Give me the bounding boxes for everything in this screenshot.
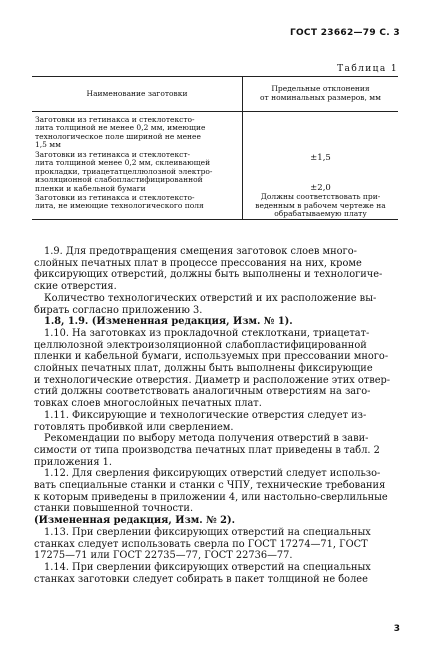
paragraph-line: целлюлозной электроизоляционной слабопластифицированной xyxy=(34,339,367,351)
table-row-1-name xyxy=(35,116,235,150)
table-cell-line: изоляционной слабопластифицированной xyxy=(35,175,203,185)
paragraph-line: станках следует использовать сверла по ГОСТ 17274—71, ГОСТ xyxy=(34,538,368,550)
paragraph-line: Количество технологических отверстий и их расположение вы- xyxy=(44,292,377,304)
paragraph-line: 1.11. Фиксирующие и технологические отверстия следует из- xyxy=(44,409,367,421)
paragraph-line: 1.12. Для сверления фиксирующих отверстий следует использо- xyxy=(44,468,381,480)
table-cell-line: Заготовки из гетинакса и стеклотекст- xyxy=(35,150,191,159)
paragraph-line: 17275—71 или ГОСТ 22735—77, ГОСТ 22736—77. xyxy=(34,550,293,562)
paragraph-line: 1.9. Для предотвращения смещения заготовок слоев много- xyxy=(44,246,357,257)
table-row-3-note-line: Должны соответствовать при- xyxy=(260,192,381,201)
table-header xyxy=(32,77,398,112)
amendment-note: 1.8, 1.9. (Измененная редакция, Изм. № 1). xyxy=(44,316,293,328)
paragraph-line: бирать согласно приложению 3. xyxy=(34,304,203,316)
table-header-col2-line: Предельные отклонения xyxy=(271,84,370,93)
table-header-col2 xyxy=(243,84,398,102)
paragraph-line: 1.10. На заготовках из прокладочной стеклоткани, триацетат- xyxy=(44,327,370,339)
table-cell-line: Заготовки из гетинакса и стеклотексто- xyxy=(35,193,195,202)
paragraph-line: готовлять пробивкой или сверлением. xyxy=(34,421,234,433)
body-text xyxy=(34,246,398,585)
table-row-3-tolerance-value: ±2,0 xyxy=(310,183,331,193)
paragraph-line: стий должны соответствовать аналогичным отверстиям на заго- xyxy=(34,386,371,398)
table-cell-line: лита толщиной не менее 0,2 мм, имеющие xyxy=(35,123,206,133)
table-cell-line: пленки и кабельной бумаги xyxy=(35,183,146,193)
paragraph-line: симости от типа производства печатных плат приведены в табл. 2 xyxy=(34,444,380,456)
paragraph-line: 1.13. При сверлении фиксирующих отверстий на специальных xyxy=(44,526,371,538)
paragraph-line: фиксирующих отверстий, должны быть выполнены и технологиче- xyxy=(34,269,383,281)
table-cell-line: 1,5 мм xyxy=(35,140,61,150)
table-cell-line: лита толщиной менее 0,2 мм, склеивающей xyxy=(35,158,211,168)
amendment-note: (Измененная редакция, Изм. № 2). xyxy=(34,515,235,527)
table-row-3-note-line: веденным в рабочем чертеже на xyxy=(255,200,386,210)
paragraph-line: 1.14. При сверлении фиксирующих отверстий на специальных xyxy=(44,561,371,573)
paragraph-line: ские отверстия. xyxy=(34,281,117,293)
table-cell-line: лита, не имеющие технологического поля xyxy=(35,201,204,211)
table-cell-line: прокладки, триацетатцеллюлозной электро- xyxy=(35,166,213,176)
paragraph-line: слойных печатных плат в процессе прессования на них, кроме xyxy=(34,257,362,269)
table-row-3-note-line: обрабатываемую плату xyxy=(274,209,367,218)
table-row-2-tolerance: ±1,5 xyxy=(310,153,331,163)
paragraph-line: к которым приведены в приложении 4, или настольно-сверлильные xyxy=(34,491,388,503)
table-row-3-name xyxy=(35,194,235,211)
table-cell-line: технологическое поле шириной не менее xyxy=(35,131,201,141)
paragraph-line: приложения 1. xyxy=(34,456,112,468)
paragraph-line: пленки и кабельной бумаги, используемых при прессовании много- xyxy=(34,351,389,363)
paragraph-line: товках слоев многослойных печатных плат. xyxy=(34,398,262,410)
table-caption: Таблица 1 xyxy=(337,64,398,74)
paragraph-line: слойных печатных плат, должны быть выполнены фиксирующие xyxy=(34,363,373,375)
paragraph-line: вать специальные станки и станки с ЧПУ, технические требования xyxy=(34,480,386,492)
table xyxy=(32,76,398,220)
table-header-col1: Наименование заготовки xyxy=(86,89,188,98)
table-header-col2-line: от номинальных размеров, мм xyxy=(260,93,381,102)
table-cell-line: Заготовки из гетинакса и стеклотексто- xyxy=(35,115,195,124)
table-row-2-name xyxy=(35,151,235,193)
document-header: ГОСТ 23662—79 С. 3 xyxy=(289,28,400,38)
paragraph-line: станки повышенной точности. xyxy=(34,503,194,515)
table-row-3-tolerance xyxy=(243,184,398,219)
paragraph-line: Рекомендации по выбору метода получения отверстий в зави- xyxy=(44,433,369,445)
paragraph-line: станках заготовки следует собирать в пакет толщиной не более xyxy=(34,573,368,585)
paragraph-line: и технологические отверстия. Диаметр и расположение этих отвер- xyxy=(34,374,391,386)
page-number: 3 xyxy=(393,624,400,634)
